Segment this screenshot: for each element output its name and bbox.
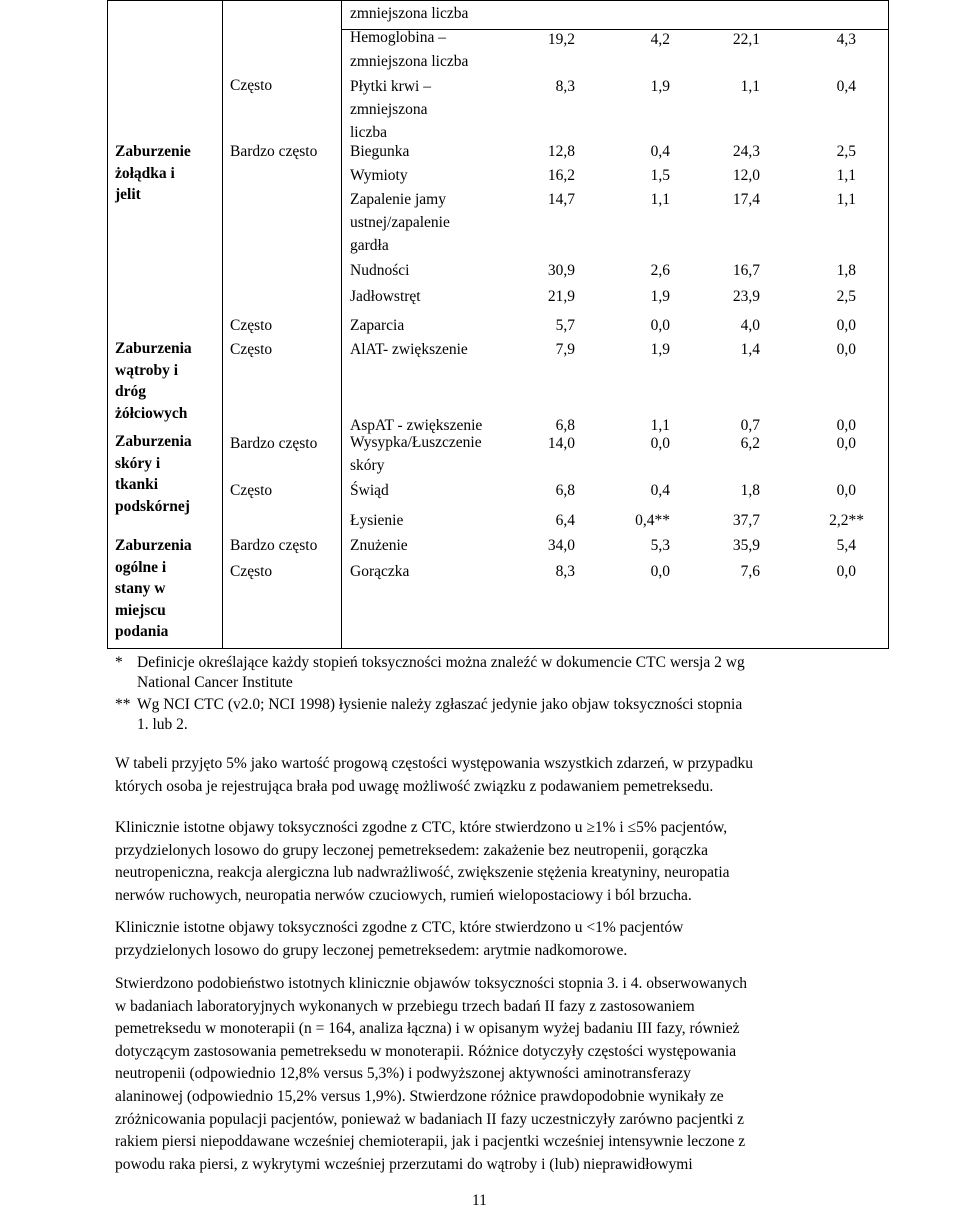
table-cell: 2,5 [836,288,856,305]
table-cell: 34,0 [547,537,575,554]
table-cell: 2,6 [650,262,670,279]
table-cell: 0,7 [740,417,760,434]
table-cell: 5,3 [650,537,670,554]
table-cell: 1,1 [836,191,856,208]
table-cell: 0,0 [836,317,856,334]
table-border-top [107,0,889,1]
table-cell-frequency: Często [230,77,273,94]
table-cell: 0,0 [836,435,856,452]
table-cell: 4,0 [740,317,760,334]
table-cell: 23,9 [732,288,760,305]
table-cell: 8,3 [555,563,575,580]
table-cell: 4,2 [650,31,670,48]
table-cell: 35,9 [732,537,760,554]
table-cell: 14,0 [547,435,575,452]
table-row-item: AspAT - zwiększenie [350,417,483,434]
table-row-item: Zapalenie jamy ustnej/zapalenie gardła [350,191,450,254]
table-cell: 8,3 [555,78,575,95]
table-border-bottom [107,648,889,649]
table-cell: 0,4 [836,78,856,95]
table-row-item: Hemoglobina – zmniejszona liczba [350,29,469,70]
table-cell: 4,3 [836,31,856,48]
table-cell: 1,1 [740,78,760,95]
category-general: Zaburzenia ogólne i stany w miejscu podania [115,537,192,640]
table-cell: 6,8 [555,417,575,434]
table-cell: 1,9 [650,78,670,95]
table-cell: 1,9 [650,341,670,358]
category-gi: Zaburzenie żołądka i jelit [115,143,191,203]
table-column-divider [222,0,223,648]
table-cell: 6,2 [740,435,760,452]
table-cell: 6,4 [555,512,575,529]
table-column-divider [341,0,342,648]
table-cell: 37,7 [732,512,760,529]
table-cell: 14,7 [547,191,575,208]
table-cell: 0,0 [650,317,670,334]
paragraph-1: W tabeli przyjęto 5% jako wartość progową częstości występowania wszystkich zdarzeń, w przypadku których osoba je rejestrująca brała pod uwagę możliwość związku z podawaniem pemetreksedu. [115,755,754,795]
table-row-item: Wymioty [350,167,408,184]
table-cell: 6,8 [555,482,575,499]
table-cell: 0,0 [836,417,856,434]
table-cell-frequency: Bardzo często [230,537,318,554]
table-cell: 16,7 [732,262,760,279]
table-cell: 1,8 [740,482,760,499]
table-cell-frequency: Często [230,341,273,358]
table-cell: 21,9 [547,288,575,305]
table-cell-frequency: Często [230,563,273,580]
table-row-item: Płytki krwi – zmniejszona liczba [350,78,431,141]
footnote-1: * Definicje określające każdy stopień toksyczności można znaleźć w dokumencie CTC wersja 2 wg National Cancer Institute [115,654,745,691]
table-row-item: zmniejszona liczba [350,5,469,22]
table-row-item: Biegunka [350,143,410,160]
table-cell: 0,4 [650,482,670,499]
table-row-item: Zaparcia [350,317,405,334]
paragraph-3: Klinicznie istotne objawy toksyczności zgodne z CTC, które stwierdzono u <1% pacjentów przydzielonych losowo do grupy leczonej pemetreksedem: arytmie nadkomorowe. [115,919,684,959]
table-cell-frequency: Bardzo często [230,143,318,160]
table-cell: 12,0 [732,167,760,184]
table-row-item: Nudności [350,262,410,279]
table-cell: 2,2** [829,512,864,529]
table-cell: 5,4 [836,537,856,554]
table-cell: 1,1 [650,417,670,434]
table-cell: 0,0 [650,563,670,580]
paragraph-4: Stwierdzono podobieństwo istotnych klinicznie objawów toksyczności stopnia 3. i 4. obserwowanych w badaniach laboratoryjnych wykonanych w przebiegu trzech badań II fazy z zastosowaniem pemetreksedu w monoterapii (n = 164, analiza łączna) i w opisanym wyżej badaniu III fazy, również dotyczącym zastosowania pemetreksedu w monoterapii. Różnice dotyczyły częstości występowania neutropenii (odpowiednio 12,8% versus 5,3%) i podwyższonej aktywności aminotransferazy alaninowej (odpowiednio 15,2% versus 1,9%). Stwierdzone różnice prawdopodobnie wynikały ze zróżnicowania populacji pacjentów, ponieważ w badaniach II fazy uczestniczyły zarówno pacjentki z rakiem piersi niepoddawane wcześniej chemioterapii, jak i pacjentki wcześniej intensywnie leczone z powodu raka piersi, z wykrytymi wcześniej przerzutami do wątroby i (lub) nieprawidłowymi [115,975,747,1173]
table-cell: 5,7 [555,317,575,334]
table-border-right [888,0,889,648]
table-cell: 1,1 [836,167,856,184]
category-liver: Zaburzenia wątroby i dróg żółciowych [115,340,192,422]
table-row-item: Znużenie [350,537,408,554]
table-cell: 30,9 [547,262,575,279]
table-cell: 0,4 [650,143,670,160]
page-number: 11 [472,1192,487,1209]
table-cell: 0,0 [836,563,856,580]
table-row-item: Gorączka [350,563,410,580]
table-cell: 0,0 [836,482,856,499]
table-cell: 0,0 [836,341,856,358]
table-cell: 2,5 [836,143,856,160]
table-cell: 1,8 [836,262,856,279]
table-cell: 16,2 [547,167,575,184]
table-cell: 0,0 [650,435,670,452]
table-row-item: Łysienie [350,512,404,529]
paragraph-2: Klinicznie istotne objawy toksyczności zgodne z CTC, które stwierdzono u ≥1% i ≤5% pacjentów, przydzielonych losowo do grupy leczonej pemetreksedem: zakażenie bez neutropenii, gorączka neutropeniczna, reakcja alergiczna lub nadwrażliwość, zwiększenie stężenia kreatyniny, neuropatia nerwów ruchowych, neuropatia nerwów czuciowych, rumień wielopostaciowy i ból brzucha. [115,819,730,904]
table-cell: 0,4** [635,512,670,529]
table-cell-frequency: Bardzo często [230,435,318,452]
table-cell: 7,9 [555,341,575,358]
table-cell: 1,1 [650,191,670,208]
table-cell: 7,6 [740,563,760,580]
table-cell: 1,4 [740,341,760,358]
table-row-item: AlAT- zwiększenie [350,341,468,358]
table-cell: 1,5 [650,167,670,184]
table-row-item: Wysypka/Łuszczenie skóry [350,434,482,474]
table-cell-frequency: Często [230,482,273,499]
table-cell: 24,3 [732,143,760,160]
table-cell: 12,8 [547,143,575,160]
table-cell: 22,1 [732,31,760,48]
footnote-2: ** Wg NCI CTC (v2.0; NCI 1998) łysienie należy zgłaszać jedynie jako objaw toksyczności stopnia 1. lub 2. [115,696,743,733]
table-cell-frequency: Często [230,317,273,334]
table-cell: 19,2 [547,31,575,48]
table-row-item: Świąd [350,482,389,499]
category-skin: Zaburzenia skóry i tkanki podskórnej [115,433,192,515]
table-border-left [107,0,108,648]
table-cell: 1,9 [650,288,670,305]
table-cell: 17,4 [732,191,760,208]
table-row-item: Jadłowstręt [350,288,421,305]
